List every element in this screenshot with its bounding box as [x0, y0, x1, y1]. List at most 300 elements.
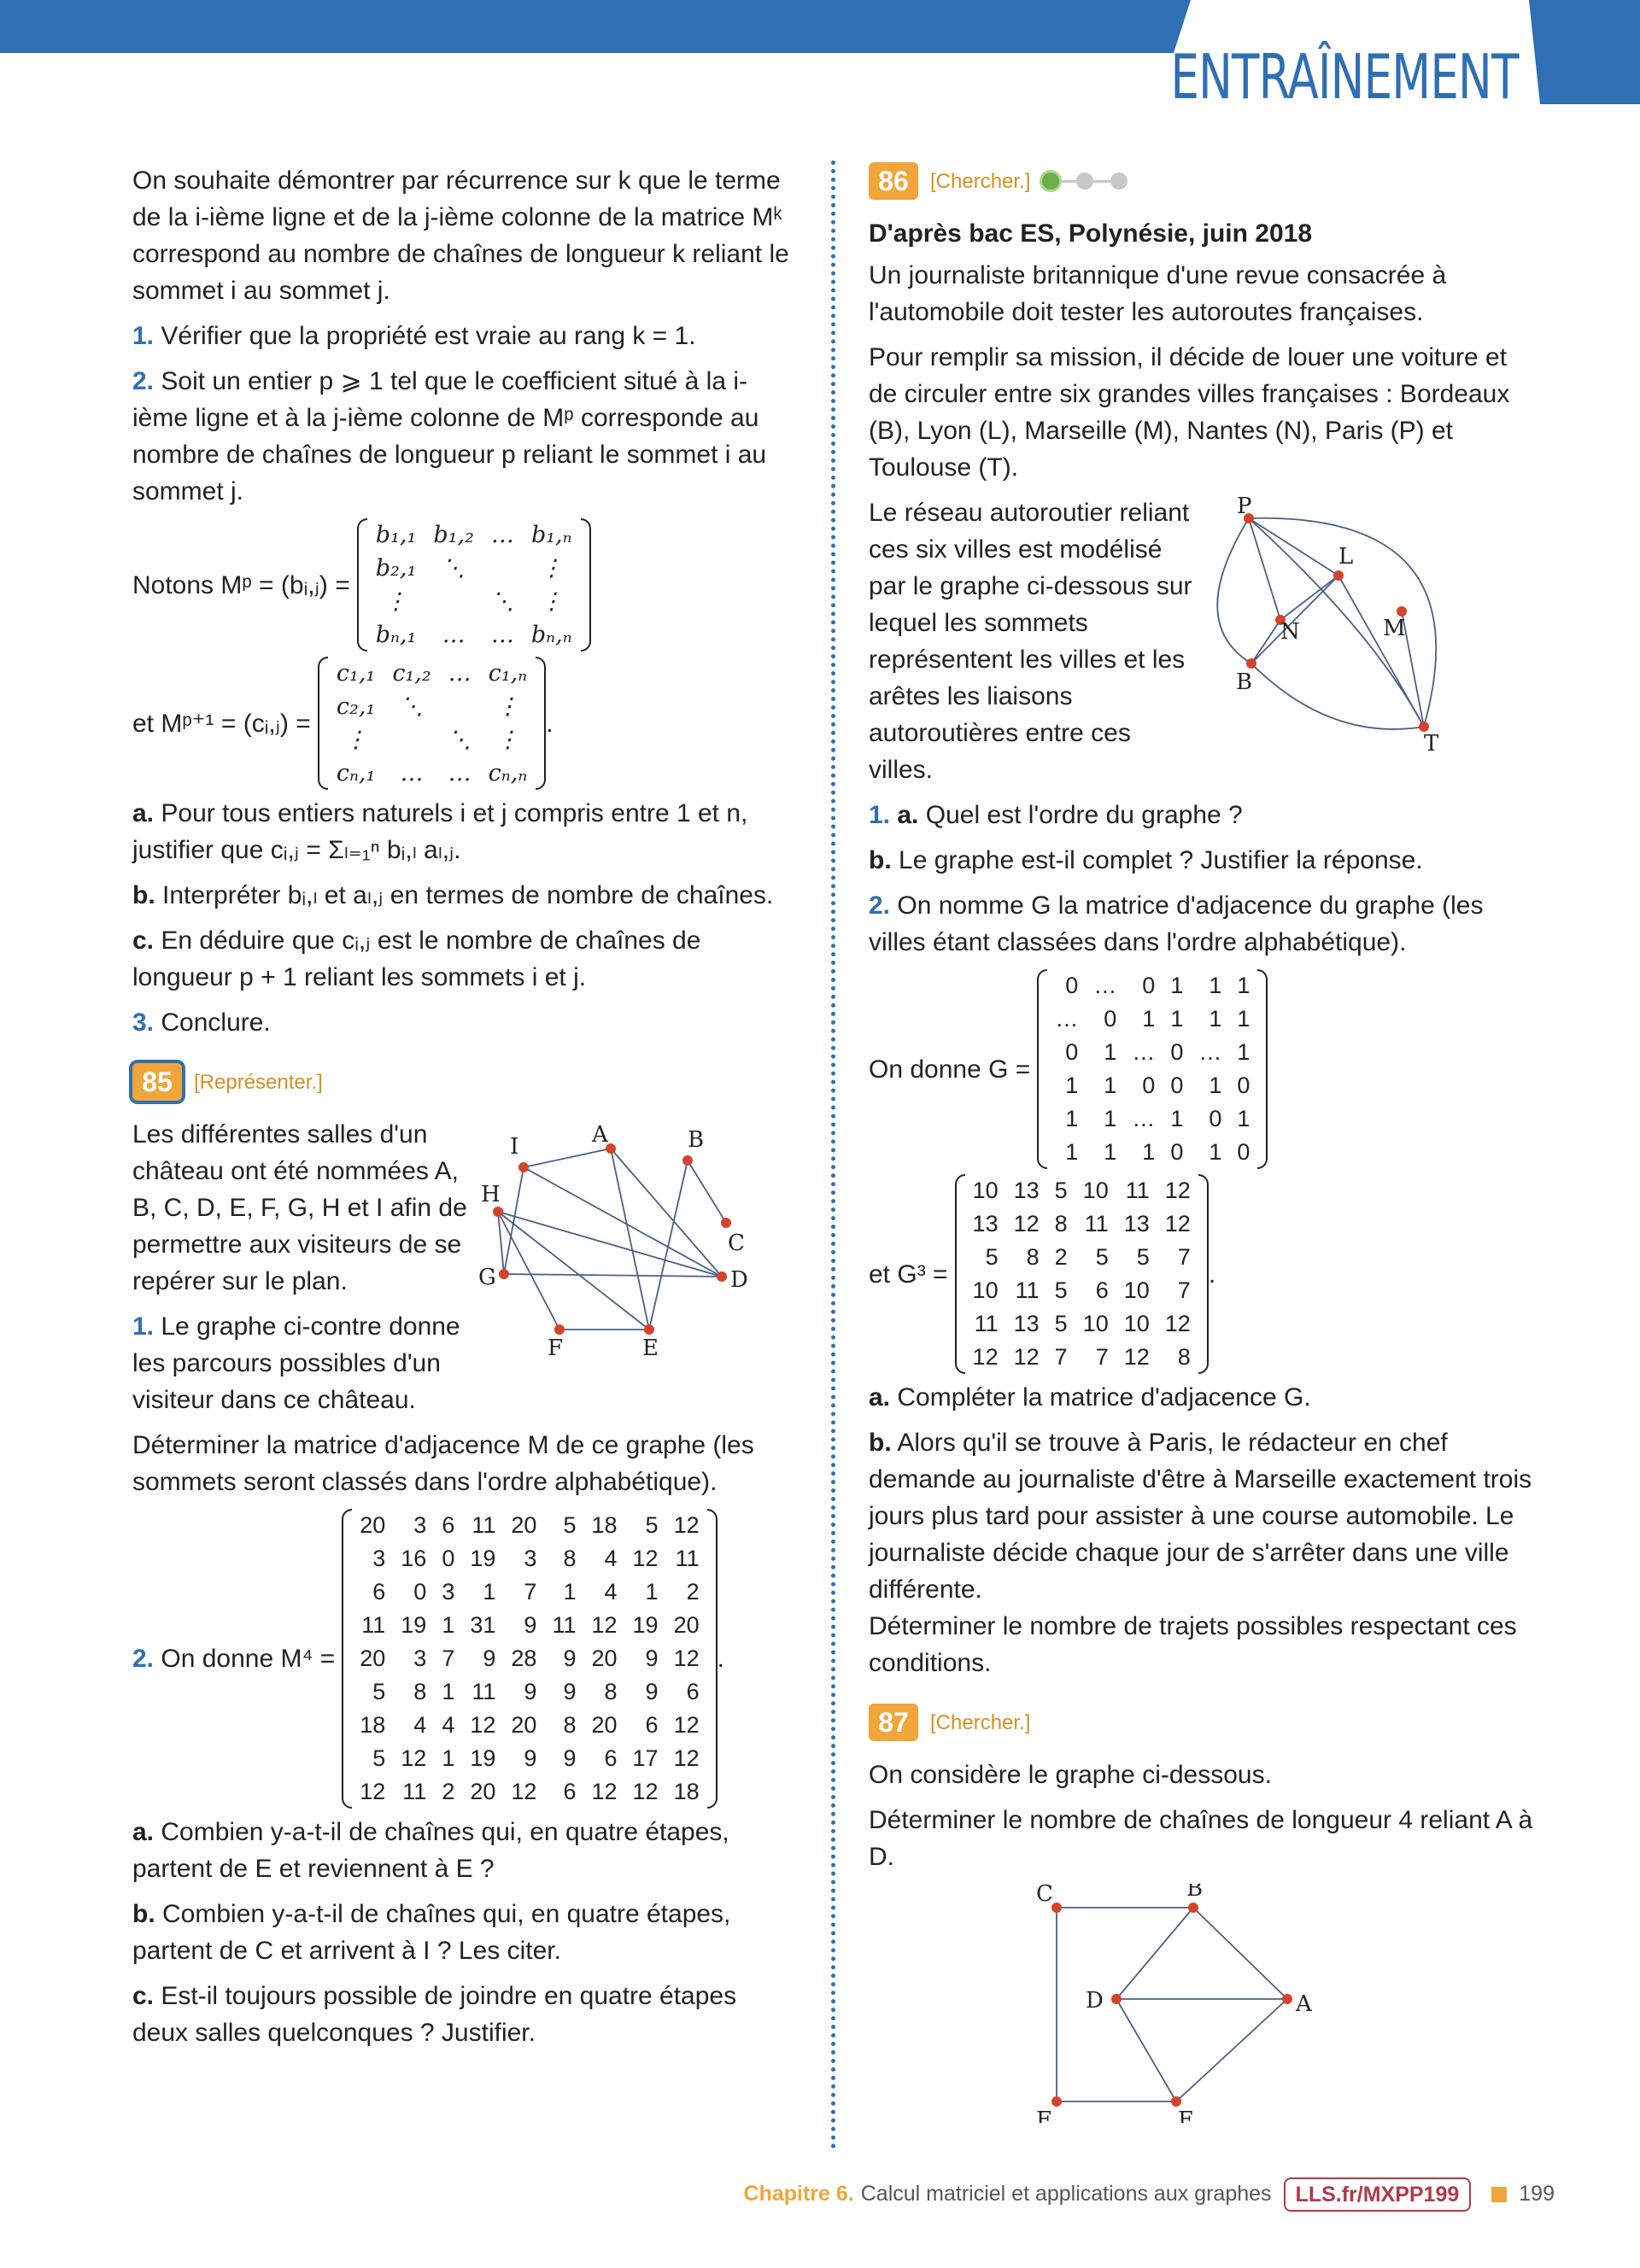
ex86-paragraph-3: Le réseau autoroutier reliant ces six villes est modélisé par le graphe ci-dessous sur lequel les sommets représentent les villes et les arêtes les liaisons autoroutières entre ces villes.: [869, 499, 1192, 784]
matrix-row: [352, 1642, 706, 1675]
matrix-cell: 16: [401, 1546, 427, 1571]
matrix-cell: 12: [673, 1512, 700, 1538]
matrix-cell: 5: [563, 1512, 577, 1538]
page-number: 199: [1519, 2182, 1555, 2206]
graph-vertex: [644, 1324, 654, 1335]
matrix-cell: 7: [1177, 1244, 1191, 1270]
q-number: 2.: [869, 891, 891, 920]
vertex-label: C: [1036, 1884, 1053, 1907]
matrix-cell: [483, 552, 523, 585]
q-text: Conclure.: [161, 1008, 271, 1037]
matrix-cell: 2: [1054, 1244, 1068, 1270]
page-marker: [1491, 2187, 1507, 2202]
graph-vertex: [682, 1155, 693, 1166]
graph-vertex: [1111, 1994, 1122, 2004]
matrix-row: [965, 1274, 1198, 1307]
matrix-cell: 9: [645, 1679, 659, 1704]
matrix-row: [965, 1207, 1198, 1241]
question-2c: [132, 922, 799, 996]
matrix-cell: 1: [1104, 1106, 1117, 1131]
top-banner-bar: [0, 0, 1174, 53]
ex87-paragraph-2: Déterminer le nombre de chaînes de longueur 4 reliant A à D.: [869, 1806, 1533, 1871]
matrix-cell: 3: [413, 1645, 427, 1671]
question-2: [132, 363, 799, 510]
matrix-cell: 20: [470, 1779, 496, 1804]
matrix-row: [328, 657, 536, 690]
matrix-cell: 0: [1209, 1106, 1222, 1131]
vertex-label: B: [688, 1127, 705, 1153]
matrix-cell: 11: [1084, 1211, 1109, 1236]
q-number: 1.: [132, 1312, 155, 1341]
matrix-row: [352, 1542, 706, 1575]
column-divider: [831, 161, 835, 2150]
matrix-cell: 1: [1170, 1006, 1184, 1032]
matrix-cell: 12: [1164, 1211, 1191, 1236]
matrix-row: [352, 1775, 706, 1809]
matrix-cell: c₂,₁: [336, 693, 376, 720]
graph-vertex: [1051, 2096, 1062, 2107]
q-letter: b.: [132, 881, 155, 909]
matrix-row: [1047, 1002, 1257, 1036]
graph-vertex: [493, 1207, 503, 1217]
matrix-cell: 5: [985, 1244, 999, 1270]
matrix-row: [965, 1341, 1198, 1374]
matrix-cell: …: [400, 760, 424, 786]
right-column: [869, 162, 1535, 2133]
matrix-cell: 0: [1104, 1006, 1117, 1032]
vertex-label: D: [730, 1267, 748, 1293]
graph-edge: [1217, 518, 1251, 663]
matrix-cell: 19: [470, 1745, 496, 1771]
matrix-cell: …: [448, 660, 472, 687]
matrix-cell: 19: [632, 1612, 659, 1638]
matrix-cell: 2: [686, 1579, 700, 1605]
matrix-cell: 5: [645, 1512, 659, 1538]
matrix-cell: bₙ,₁: [375, 622, 417, 648]
matrix-cell: 7: [524, 1579, 537, 1605]
vertex-label: A: [1296, 1991, 1312, 2017]
matrix-row: [1047, 1136, 1257, 1169]
ex85-question-1b: Déterminer la matrice d'adjacence M de ce graphe (les sommets seront classés dans l'ordre alphabétique).: [132, 1431, 754, 1496]
matrix-cell: 8: [1026, 1244, 1040, 1270]
exercise-number-badge: 86: [869, 162, 918, 200]
vertex-label: C: [728, 1230, 745, 1256]
chain-graph: [997, 1884, 1475, 2123]
matrix-cell: 3: [372, 1546, 386, 1571]
exercise-tag: [Chercher.]: [930, 169, 1031, 193]
matrix-cell: 0: [1065, 1039, 1079, 1065]
matrix-cell: 1: [1209, 1006, 1222, 1032]
difficulty-dot: [1076, 172, 1093, 190]
q-text: Alors qu'il se trouve à Paris, le rédacteur en chef demande au journaliste d'être à Marseille exactement trois jours plus tard pour assister à une course automobile. Le journaliste décide chaque jour de s'arrêter dans une ville différente.: [869, 1429, 1532, 1604]
vertex-label: E: [642, 1336, 659, 1361]
q-letter: b.: [869, 1429, 892, 1457]
matrix-cell: …: [490, 622, 514, 648]
graph-vertex: [1246, 658, 1256, 669]
vertex-label: B: [1236, 669, 1253, 695]
matrix-cell: 13: [1013, 1178, 1040, 1203]
matrix-cell: 1: [1104, 1139, 1117, 1165]
matrix-row: [367, 518, 581, 552]
matrix-cell: 11: [472, 1679, 496, 1704]
matrix-cell: 1: [1209, 1073, 1222, 1098]
matrix-cell: 8: [413, 1679, 427, 1704]
matrix-cell: 1: [563, 1579, 577, 1605]
ex85-question-2a: [132, 1814, 799, 1887]
matrix-cell: 3: [442, 1579, 455, 1605]
matrix-cell: …: [1093, 973, 1117, 998]
matrix-cell: 5: [1095, 1244, 1109, 1270]
matrix-cell: …: [1132, 1039, 1156, 1065]
q-letter: a.: [132, 1818, 155, 1846]
matrix-cell: 13: [1013, 1311, 1040, 1336]
matrix-cell: ⋮: [540, 588, 564, 615]
matrix-cell: 18: [673, 1779, 700, 1804]
matrix-cell: 12: [673, 1645, 700, 1671]
matrix-row: [1047, 1036, 1257, 1069]
ex86-graph-block: [869, 494, 1535, 797]
matrix-row: [367, 585, 581, 618]
matrix-cell: cₙ,ₙ: [488, 760, 528, 786]
ex86-paragraph-1: Un journaliste britannique d'une revue consacrée à l'automobile doit tester les autoroutes françaises.: [869, 261, 1447, 326]
castle-graph: [474, 1116, 782, 1406]
matrix-cell: 3: [413, 1512, 427, 1538]
section-brand-block: [1529, 0, 1640, 104]
matrix-cell: 18: [360, 1712, 386, 1738]
vertex-label: I: [510, 1134, 519, 1160]
ex86-subtitle: D'après bac ES, Polynésie, juin 2018: [869, 219, 1313, 248]
matrix-cell: 1: [1142, 1139, 1156, 1165]
matrix-row: [352, 1742, 706, 1775]
matrix-cell: 8: [1177, 1344, 1191, 1370]
matrix-g-label: On donne G =: [869, 1055, 1031, 1084]
question-3: [132, 1004, 799, 1041]
difficulty-dot: [1042, 172, 1059, 190]
matrix-row: [367, 618, 581, 652]
matrix-cell: 12: [1164, 1178, 1191, 1203]
matrix-cell: 4: [413, 1712, 427, 1738]
graph-edge: [1251, 663, 1424, 729]
matrix-cell: 6: [604, 1745, 618, 1771]
vertex-label: B: [1186, 1884, 1204, 1902]
vertex-label: T: [1424, 731, 1439, 757]
matrix-row: [1047, 969, 1257, 1002]
exercise-number-badge: 85: [132, 1063, 182, 1101]
matrix-cell: 1: [1142, 1006, 1156, 1032]
matrix-cell: 28: [511, 1645, 537, 1671]
matrix-cell: 8: [563, 1546, 577, 1571]
matrix-row: [367, 552, 581, 585]
graph-vertex: [1333, 570, 1344, 581]
matrix-cell: 12: [360, 1779, 386, 1804]
matrix-cell: 6: [686, 1679, 700, 1704]
matrix-cell: …: [1055, 1006, 1079, 1032]
graph-vertex: [1171, 2096, 1181, 2107]
matrix-row: [328, 723, 536, 757]
matrix-cell: cₙ,₁: [336, 760, 376, 786]
matrix-cell: 9: [563, 1745, 577, 1771]
matrix-cell: 0: [1065, 973, 1079, 998]
matrix-cell: 1: [442, 1612, 455, 1638]
matrix-cell: 1: [1065, 1073, 1079, 1098]
matrix-cell: ⋱: [490, 588, 514, 615]
matrix-cell: 12: [632, 1546, 659, 1571]
chapter-number: Chapitre 6.: [743, 2182, 854, 2206]
question-2b: [132, 877, 799, 914]
intro-text: On souhaite démontrer par récurrence sur k que le terme de la i-ième ligne et de la j-ième colonne de la matrice Mᵏ correspond au nombre de chaînes de longueur k reliant le sommet i au sommet j.: [132, 167, 789, 305]
matrix-cell: 1: [1104, 1073, 1117, 1098]
vertex-label: G: [478, 1265, 496, 1290]
matrix-cell: 1: [1104, 1039, 1117, 1065]
matrix-cell: 20: [360, 1645, 386, 1671]
matrix-cell: c₁,₂: [392, 660, 431, 687]
matrix-cell: 19: [470, 1546, 496, 1571]
difficulty-dot: [1110, 172, 1128, 190]
matrix-cell: 1: [442, 1745, 455, 1771]
q-letter: a.: [869, 1383, 891, 1412]
vertex-label: M: [1383, 616, 1406, 641]
question-1: [132, 318, 799, 354]
matrix-cell: 20: [591, 1645, 618, 1671]
graph-vertex: [717, 1271, 727, 1282]
matrix-row: [352, 1609, 706, 1642]
matrix-cell: 9: [563, 1679, 577, 1704]
exercise-85-header: [132, 1063, 799, 1101]
q-text: Combien y-a-t-il de chaînes qui, en quatre étapes, partent de E et reviennent à E ?: [132, 1818, 729, 1883]
matrix-cell: 18: [591, 1512, 618, 1538]
matrix-cell: 10: [1123, 1311, 1150, 1336]
matrix-cell: 1: [1237, 1106, 1250, 1131]
matrix-cell: 11: [472, 1512, 496, 1538]
matrix-cell: 12: [470, 1712, 496, 1738]
q-number: 3.: [132, 1008, 155, 1037]
ex86-question-2b-task: Déterminer le nombre de trajets possibles respectant ces conditions.: [869, 1612, 1517, 1677]
graph-vertex: [721, 1218, 731, 1228]
matrix-cell: 10: [972, 1277, 999, 1303]
q-number: 1.: [132, 322, 155, 350]
matrix-g3: [955, 1174, 1209, 1374]
matrix-cell: 6: [1095, 1277, 1109, 1303]
question-2a: [132, 795, 799, 868]
matrix-cell: 10: [972, 1178, 999, 1203]
matrix-cell: 9: [524, 1745, 537, 1771]
matrix-row: [965, 1241, 1198, 1274]
matrix-c-row: et Mᵖ⁺¹ = (cᵢ,ⱼ) = c₁,₁ c₁,₂ … c₁,ₙ c₂,₁ ⋱ ⋮ ⋮ ⋱ ⋮ cₙ,₁ … … cₙ,ₙ .: [132, 657, 799, 790]
matrix-cell: 0: [1237, 1139, 1250, 1165]
matrix-cell: 11: [361, 1612, 386, 1638]
matrix-cell: 20: [511, 1512, 537, 1538]
q-text: Soit un entier p ⩾ 1 tel que le coefficient situé à la i-ième ligne et à la j-ième colonne de Mᵖ corresponde au nombre de chaînes de longueur p reliant le sommet i au sommet j.: [132, 367, 767, 506]
graph-edge: [1116, 1999, 1176, 2101]
matrix-b-label: Notons Mᵖ = (bᵢ,ⱼ) =: [132, 570, 350, 599]
matrix-cell: 3: [524, 1546, 537, 1571]
matrix-cell: 0: [1170, 1039, 1184, 1065]
left-column: [132, 162, 799, 2060]
matrix-cell: 17: [632, 1745, 659, 1771]
matrix-cell: 1: [1237, 973, 1250, 998]
matrix-cell: 12: [401, 1745, 427, 1771]
q-text: En déduire que cᵢ,ⱼ est le nombre de chaînes de longueur p + 1 reliant les sommets i et j.: [132, 926, 701, 991]
matrix-row: [1047, 1102, 1257, 1136]
graph-edge: [1176, 1999, 1287, 2101]
vertex-label: N: [1280, 619, 1300, 645]
ex87-paragraph-1: On considère le graphe ci-dessous.: [869, 1761, 1272, 1789]
matrix-cell: 5: [1054, 1178, 1068, 1203]
q-letter: a.: [897, 801, 919, 829]
matrix-cell: 4: [604, 1546, 618, 1571]
vertex-label: E: [1178, 2107, 1194, 2123]
graph-edge: [504, 1167, 524, 1274]
matrix-m4-label: [132, 1640, 335, 1677]
matrix-cell: 12: [972, 1344, 999, 1370]
matrix-cell: 5: [372, 1745, 386, 1771]
matrix-cell: c₁,ₙ: [488, 660, 528, 687]
matrix-row: [1047, 1069, 1257, 1102]
matrix-cell: 11: [974, 1311, 999, 1336]
matrix-cell: 4: [442, 1712, 455, 1738]
matrix-cell: …: [1132, 1106, 1156, 1131]
matrix-c: [318, 657, 546, 790]
vertex-label: F: [1036, 2107, 1052, 2123]
matrix-cell: 12: [1164, 1311, 1191, 1336]
graph-vertex: [518, 1162, 529, 1172]
graph-edge: [649, 1160, 688, 1330]
matrix-cell: 12: [591, 1779, 618, 1804]
exercise-tag: [Chercher.]: [930, 1710, 1031, 1734]
matrix-cell: ⋮: [540, 555, 564, 582]
matrix-cell: b₂,₁: [375, 555, 417, 582]
q-letter: a.: [132, 799, 155, 827]
matrix-cell: 10: [1082, 1178, 1109, 1203]
ex85-intro-block: [132, 1116, 799, 1427]
matrix-cell: 11: [402, 1779, 427, 1804]
matrix-cell: 5: [1136, 1244, 1150, 1270]
matrix-cell: b₁,₂: [433, 522, 474, 548]
matrix-cell: ⋮: [344, 727, 368, 753]
matrix-cell: [384, 723, 439, 757]
matrix-cell: 1: [1170, 1106, 1184, 1131]
matrix-cell: 9: [524, 1679, 537, 1704]
q-text: Le graphe est-il complet ? Justifier la réponse.: [899, 846, 1423, 874]
matrix-cell: 11: [1015, 1277, 1040, 1303]
matrix-m4: [342, 1509, 717, 1809]
matrix-cell: 1: [1209, 973, 1222, 998]
matrix-cell: 5: [1054, 1277, 1068, 1303]
matrix-cell: 5: [372, 1679, 386, 1704]
vertex-label: L: [1338, 544, 1354, 570]
matrix-cell: 9: [524, 1612, 537, 1638]
matrix-cell: 11: [552, 1612, 577, 1638]
matrix-cell: b₁,ₙ: [530, 522, 572, 548]
matrix-cell: ⋱: [442, 555, 466, 582]
matrix-cell: 12: [673, 1712, 700, 1738]
q-letter: c.: [132, 1982, 155, 2010]
graph-edge: [1116, 1908, 1193, 1999]
matrix-row: [965, 1307, 1198, 1341]
ex85-question-1: [132, 1308, 474, 1418]
graph-edge: [504, 1274, 722, 1277]
matrix-row: [352, 1709, 706, 1742]
matrix-cell: 4: [604, 1579, 618, 1605]
q-number: 1.: [869, 801, 891, 829]
matrix-cell: 12: [632, 1779, 659, 1804]
vertex-label: F: [548, 1336, 564, 1361]
matrix-cell: [440, 690, 480, 723]
vertex-label: H: [481, 1182, 501, 1207]
matrix-cell: 1: [1237, 1039, 1250, 1065]
ex85-question-2c: [132, 1978, 799, 2051]
graph-vertex: [554, 1324, 565, 1335]
exercise-number-badge: 87: [869, 1704, 918, 1741]
matrix-cell: 1: [483, 1579, 496, 1605]
q-text: Vérifier que la propriété est vraie au rang k = 1.: [161, 322, 696, 350]
ex86-paragraph-2: Pour remplir sa mission, il décide de louer une voiture et de circuler entre six grandes villes françaises : Bordeaux (B), Lyon (L), Marseille (M), Nantes (N), Paris (P) et Toulouse (T).: [869, 343, 1510, 482]
q-text: On donne M⁴ =: [161, 1645, 336, 1673]
vertex-label: P: [1237, 494, 1252, 519]
matrix-cell: 13: [972, 1211, 999, 1236]
resource-link[interactable]: LLS.fr/MXPP199: [1284, 2177, 1472, 2212]
q-number: 2.: [132, 1645, 155, 1673]
q-text: Compléter la matrice d'adjacence G.: [897, 1383, 1311, 1412]
matrix-cell: 6: [442, 1512, 455, 1538]
ex86-question-1a: [869, 797, 1535, 833]
section-title: ENTRAÎNEMENT: [1170, 41, 1519, 113]
matrix-cell: ⋮: [495, 693, 519, 720]
matrix-cell: 1: [1170, 973, 1184, 998]
matrix-cell: 0: [1142, 1073, 1156, 1098]
matrix-cell: 0: [413, 1579, 427, 1605]
matrix-cell: 12: [673, 1745, 700, 1771]
matrix-row: [352, 1675, 706, 1709]
graph-vertex: [1188, 1903, 1198, 1913]
matrix-cell: ⋮: [384, 588, 408, 615]
matrix-cell: 8: [1054, 1211, 1068, 1236]
ex86-question-2: [869, 887, 1535, 961]
matrix-cell: 20: [511, 1712, 537, 1738]
q-text: Combien y-a-t-il de chaînes qui, en quatre étapes, partent de C et arrivent à I ? Les citer.: [132, 1900, 731, 1965]
matrix-g: [1037, 969, 1268, 1169]
graph-edge: [498, 1212, 649, 1330]
vertex-label: A: [592, 1122, 608, 1148]
matrix-cell: 12: [1013, 1344, 1040, 1370]
matrix-b: [357, 518, 591, 652]
matrix-cell: [425, 585, 483, 618]
ex85-intro: Les différentes salles d'un château ont été nommées A, B, C, D, E, F, G, H et I afin de permettre aux visiteurs de se repérer sur le plan.: [132, 1120, 467, 1295]
highway-graph: [1202, 494, 1535, 793]
matrix-cell: 6: [372, 1579, 386, 1605]
matrix-cell: 9: [563, 1645, 577, 1671]
matrix-row: [328, 757, 536, 790]
exercise-86-header: [869, 162, 1535, 200]
graph-edge: [1249, 518, 1338, 576]
matrix-cell: b₁,₁: [375, 522, 417, 548]
matrix-cell: 1: [1065, 1106, 1079, 1131]
matrix-c-label: et Mᵖ⁺¹ = (cᵢ,ⱼ) =: [132, 709, 311, 738]
matrix-cell: bₙ,ₙ: [530, 622, 572, 648]
matrix-cell: 7: [442, 1645, 455, 1671]
matrix-cell: 9: [483, 1645, 496, 1671]
graph-edge: [1193, 1908, 1287, 1999]
matrix-cell: …: [442, 622, 466, 648]
matrix-cell: 7: [1095, 1344, 1109, 1370]
matrix-cell: 8: [604, 1679, 618, 1704]
matrix-cell: 12: [1123, 1344, 1150, 1370]
matrix-cell: 10: [1123, 1277, 1150, 1303]
matrix-m4-row: 2. On donne M⁴ = 20 3 6 11 20 5 18 5 12 3 16 0 19 3 8 4 12 11 6 0 3 1 7 1 4 1 2 11 19 1 31 9 11 12 19 20 20 3 7 9 28 9 20 9 12 5 8 1 11 9 9 8 9 6 18 4 4 12 20 8 20 6 12 5 12 1 19 9 9 6 17 12 12 11 2 20 12 6 12 12 18 .: [132, 1509, 799, 1809]
matrix-cell: 11: [675, 1546, 700, 1571]
page-footer: [744, 2176, 1555, 2212]
q-letter: c.: [132, 926, 155, 955]
